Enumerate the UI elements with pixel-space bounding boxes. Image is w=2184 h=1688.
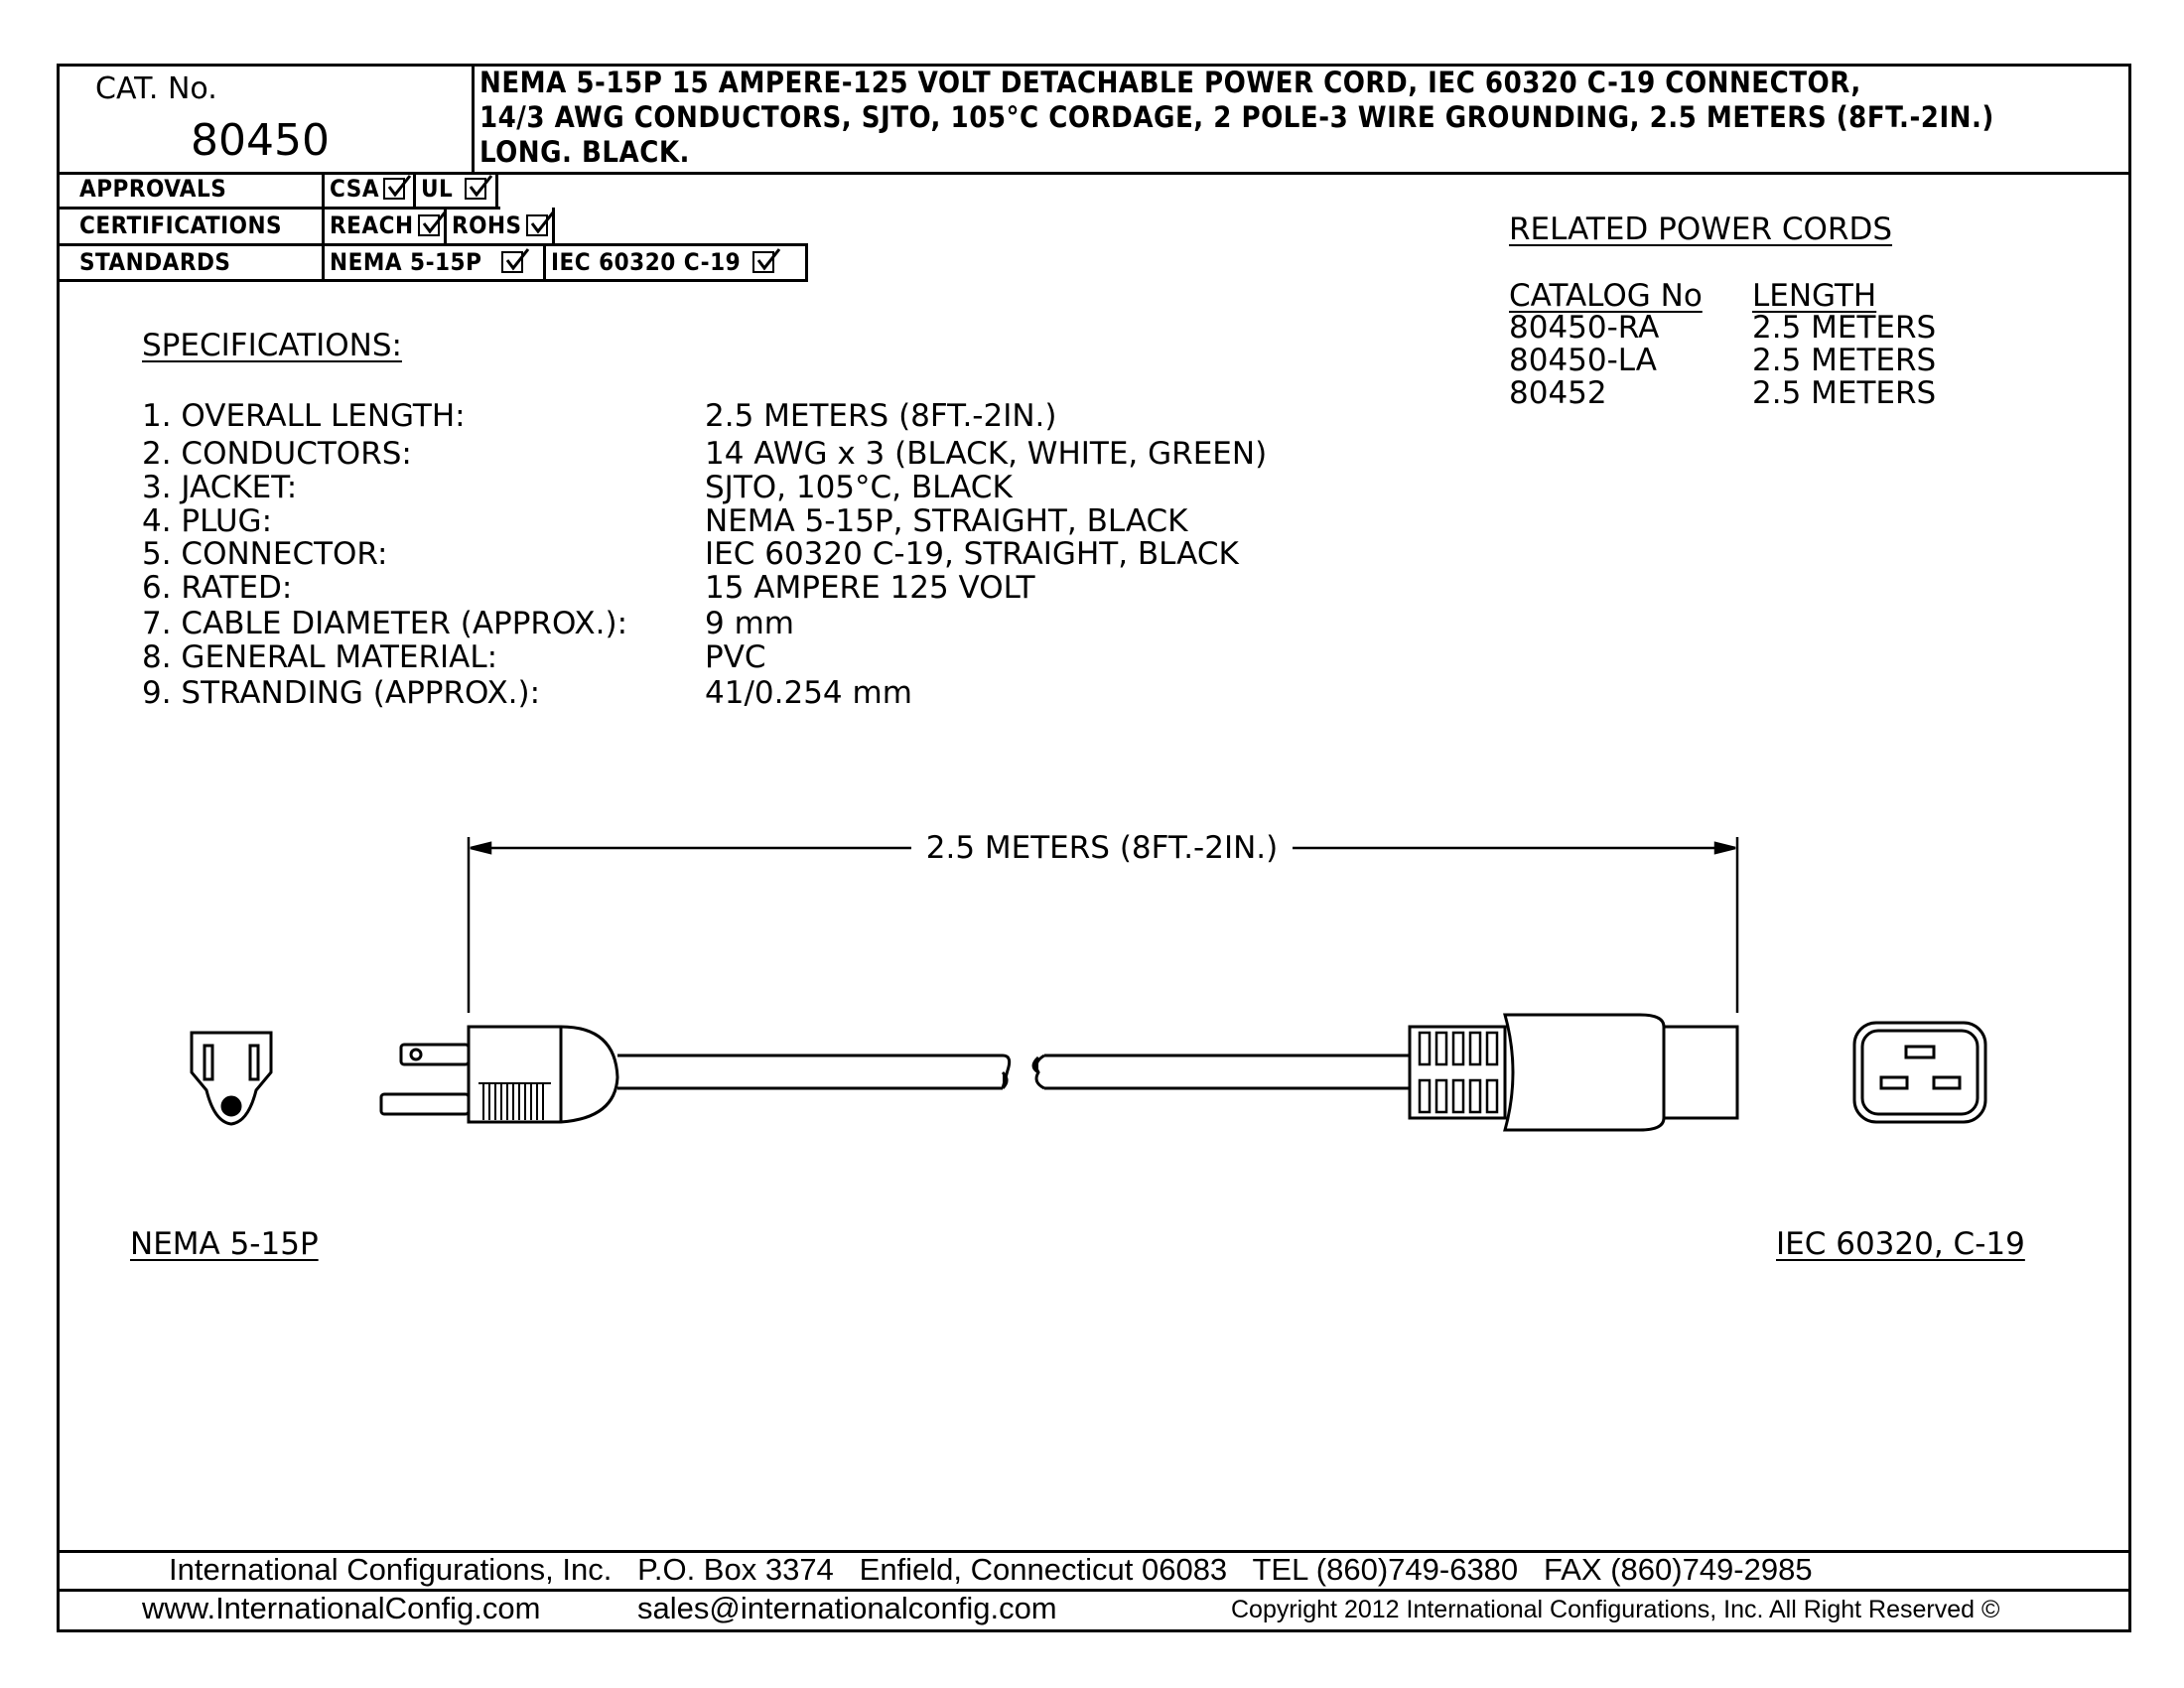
related-col-catalog: CATALOG No	[1509, 278, 1703, 314]
related-catalog: 80452	[1509, 375, 1607, 411]
spec-label: 4. PLUG:	[142, 503, 273, 539]
spec-label: 2. CONDUCTORS:	[142, 436, 412, 472]
related-length: 2.5 METERS	[1752, 375, 1937, 411]
approvals-label: APPROVALS	[79, 175, 227, 203]
cat-label: CAT. No.	[95, 71, 217, 106]
cert-reach-label: REACH	[330, 211, 414, 239]
approval-ul-label: UL	[421, 175, 454, 203]
spec-value: PVC	[705, 639, 766, 675]
spec-label: 7. CABLE DIAMETER (APPROX.):	[142, 606, 628, 641]
spec-value: SJTO, 105°C, BLACK	[705, 470, 1013, 505]
footer-fax: FAX (860)749-2985	[1544, 1552, 1813, 1587]
specs-heading: SPECIFICATIONS:	[142, 328, 402, 363]
iec-c19-face-icon	[1854, 1023, 1985, 1122]
related-length: 2.5 METERS	[1752, 343, 1937, 378]
spec-value: 2.5 METERS (8FT.-2IN.)	[705, 398, 1057, 434]
nema-plug-label: NEMA 5-15P	[130, 1226, 319, 1262]
description-line: LONG. BLACK.	[479, 135, 690, 169]
footer-company: International Configurations, Inc.	[169, 1552, 613, 1587]
spec-value: 41/0.254 mm	[705, 675, 912, 711]
nema-plug-face-icon	[192, 1033, 271, 1124]
related-col-length: LENGTH	[1752, 278, 1877, 314]
spec-label: 1. OVERALL LENGTH:	[142, 398, 466, 434]
footer-pobox: P.O. Box 3374	[637, 1552, 834, 1587]
spec-label: 6. RATED:	[142, 570, 293, 606]
related-catalog: 80450-LA	[1509, 343, 1657, 378]
iec-connector-body	[1410, 1015, 1737, 1130]
related-heading: RELATED POWER CORDS	[1509, 211, 1893, 247]
spec-value: 9 mm	[705, 606, 794, 641]
std-nema-label: NEMA 5-15P	[330, 248, 482, 276]
spec-value: 15 AMPERE 125 VOLT	[705, 570, 1035, 606]
spec-label: 3. JACKET:	[142, 470, 298, 505]
spec-label: 9. STRANDING (APPROX.):	[142, 675, 541, 711]
related-length: 2.5 METERS	[1752, 310, 1937, 346]
cable	[617, 1055, 1410, 1088]
footer-contact-line	[169, 1552, 1813, 1588]
footer-tel: TEL (860)749-6380	[1252, 1552, 1519, 1587]
related-catalog: 80450-RA	[1509, 310, 1660, 346]
footer-website[interactable]: www.InternationalConfig.com	[142, 1591, 541, 1625]
iec-connector-label: IEC 60320, C-19	[1776, 1226, 2025, 1262]
description-line: 14/3 AWG CONDUCTORS, SJTO, 105°C CORDAGE, 2 POLE-3 WIRE GROUNDING, 2.5 METERS (8FT.-2IN.)	[479, 100, 1994, 134]
spec-value: IEC 60320 C-19, STRAIGHT, BLACK	[705, 536, 1239, 572]
spec-label: 5. CONNECTOR:	[142, 536, 388, 572]
description-line: NEMA 5-15P 15 AMPERE-125 VOLT DETACHABLE POWER CORD, IEC 60320 C-19 CONNECTOR,	[479, 66, 1861, 99]
spec-value: 14 AWG x 3 (BLACK, WHITE, GREEN)	[705, 436, 1268, 472]
footer-email[interactable]: sales@internationalconfig.com	[637, 1591, 1057, 1625]
spec-value: NEMA 5-15P, STRAIGHT, BLACK	[705, 503, 1188, 539]
certifications-label: CERTIFICATIONS	[79, 211, 283, 239]
footer-copyright: Copyright 2012 International Configurations, Inc. All Right Reserved ©	[1231, 1596, 2000, 1623]
std-iec-label: IEC 60320 C-19	[551, 248, 742, 276]
approval-csa-label: CSA	[330, 175, 380, 203]
cat-number: 80450	[191, 115, 330, 166]
standards-label: STANDARDS	[79, 248, 231, 276]
footer-address: Enfield, Connecticut 06083	[859, 1552, 1228, 1587]
spec-label: 8. GENERAL MATERIAL:	[142, 639, 498, 675]
cert-rohs-label: ROHS	[452, 211, 522, 239]
nema-plug-body	[381, 1027, 617, 1122]
dimension-label: 2.5 METERS (8FT.-2IN.)	[911, 830, 1293, 866]
